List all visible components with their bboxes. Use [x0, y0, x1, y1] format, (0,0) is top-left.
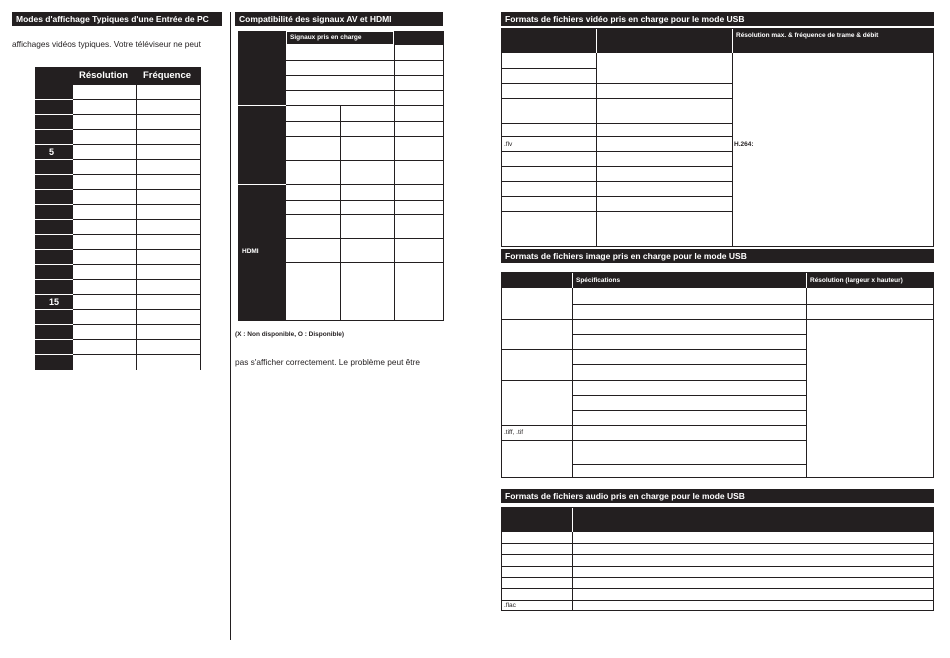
table-row: [502, 577, 933, 578]
table-row: [572, 410, 806, 411]
table-row: [286, 90, 444, 91]
audio-usb-header-row: [502, 508, 933, 532]
table-row: [73, 279, 201, 280]
av-hdmi-title: Compatibilité des signaux AV et HDMI: [235, 12, 443, 26]
table-row: [286, 160, 444, 161]
signals-header: Signaux pris en charge: [290, 34, 362, 41]
table-row: [286, 136, 444, 137]
table-row: [73, 324, 201, 325]
table-row: [73, 309, 201, 310]
specifications-header: Spécifications: [576, 277, 621, 284]
table-row: [572, 364, 806, 365]
table-row: [73, 114, 201, 115]
grid-line: [340, 105, 341, 321]
pc-modes-title: Modes d'affichage Typiques d'une Entrée de PC: [12, 12, 222, 26]
grid-line: [286, 320, 444, 321]
pc-modes-intro: affichages vidéos typiques. Votre téléviseur ne peut: [12, 39, 201, 49]
audio-usb-title: Formats de fichiers audio pris en charge pour le mode USB: [501, 489, 934, 503]
table-row: [286, 184, 444, 185]
table-row: [502, 588, 933, 589]
table-row: [502, 380, 806, 381]
table-row: [502, 196, 732, 197]
table-row: [73, 99, 201, 100]
av-hdmi-source-column: [238, 45, 286, 321]
table-row: [502, 136, 732, 137]
table-row: [286, 214, 444, 215]
table-row: [502, 181, 732, 182]
table-row: [73, 249, 201, 250]
table-row: [572, 395, 806, 396]
resolution-header: Résolution: [79, 70, 129, 81]
table-row: [502, 319, 933, 320]
table-row: [502, 349, 806, 350]
table-row: [502, 83, 732, 84]
table-row: [502, 98, 732, 99]
pc-modes-index-column: [35, 85, 73, 370]
table-row: [73, 174, 201, 175]
table-row: [502, 68, 596, 69]
table-row: [502, 166, 732, 167]
table-row: [502, 566, 933, 567]
table-row: [286, 200, 444, 201]
grid-line: [394, 105, 395, 321]
tiff-label: .tiff, .tif: [504, 429, 524, 436]
flv-label: .flv: [504, 141, 513, 148]
table-row: [502, 440, 806, 441]
table-row: [502, 123, 732, 124]
table-row: [502, 425, 806, 426]
row-index-label: 15: [49, 297, 60, 307]
h264-label: H.264:: [734, 141, 754, 148]
row-index-label: 5: [49, 147, 55, 157]
max-resolution-header: Résolution max. & fréquence de trame & débit: [736, 32, 879, 39]
table-row: [572, 334, 806, 335]
audio-usb-table: [501, 507, 934, 611]
grid-line: [394, 45, 395, 105]
table-row: [502, 543, 933, 544]
frequency-header: Fréquence: [143, 70, 192, 81]
table-row: [502, 151, 732, 152]
table-row: [286, 238, 444, 239]
image-usb-table: [501, 272, 934, 478]
table-row: [73, 144, 201, 145]
table-row: [286, 262, 444, 263]
table-row: [572, 464, 806, 465]
image-usb-title: Formats de fichiers image pris en charge pour le mode USB: [501, 249, 934, 263]
pc-modes-table: [35, 67, 201, 370]
hdmi-label: HDMI: [242, 248, 259, 255]
table-row: [73, 294, 201, 295]
table-row: [73, 339, 201, 340]
table-row: [73, 219, 201, 220]
flac-label: .flac: [504, 602, 516, 609]
table-row: [73, 354, 201, 355]
table-row: [73, 129, 201, 130]
resolution-header: Résolution (largeur x hauteur): [810, 277, 903, 284]
av-hdmi-note: pas s'afficher correctement. Le problème peut être: [235, 357, 420, 367]
table-row: [286, 75, 444, 76]
table-row: [73, 189, 201, 190]
table-row: [286, 121, 444, 122]
table-row: [73, 264, 201, 265]
table-row: [73, 234, 201, 235]
table-row: [502, 600, 933, 601]
table-row: [286, 60, 444, 61]
table-row: [502, 554, 933, 555]
table-row: [73, 204, 201, 205]
video-usb-table: [501, 28, 934, 247]
table-row: [572, 304, 933, 305]
table-row: [73, 159, 201, 160]
table-row: [286, 105, 444, 106]
availability-legend: (X : Non disponible, O : Disponible): [235, 331, 345, 338]
video-usb-title: Formats de fichiers vidéo pris en charge pour le mode USB: [501, 12, 934, 26]
column-divider: [230, 12, 231, 640]
av-hdmi-table: [238, 31, 444, 321]
table-row: [502, 211, 732, 212]
